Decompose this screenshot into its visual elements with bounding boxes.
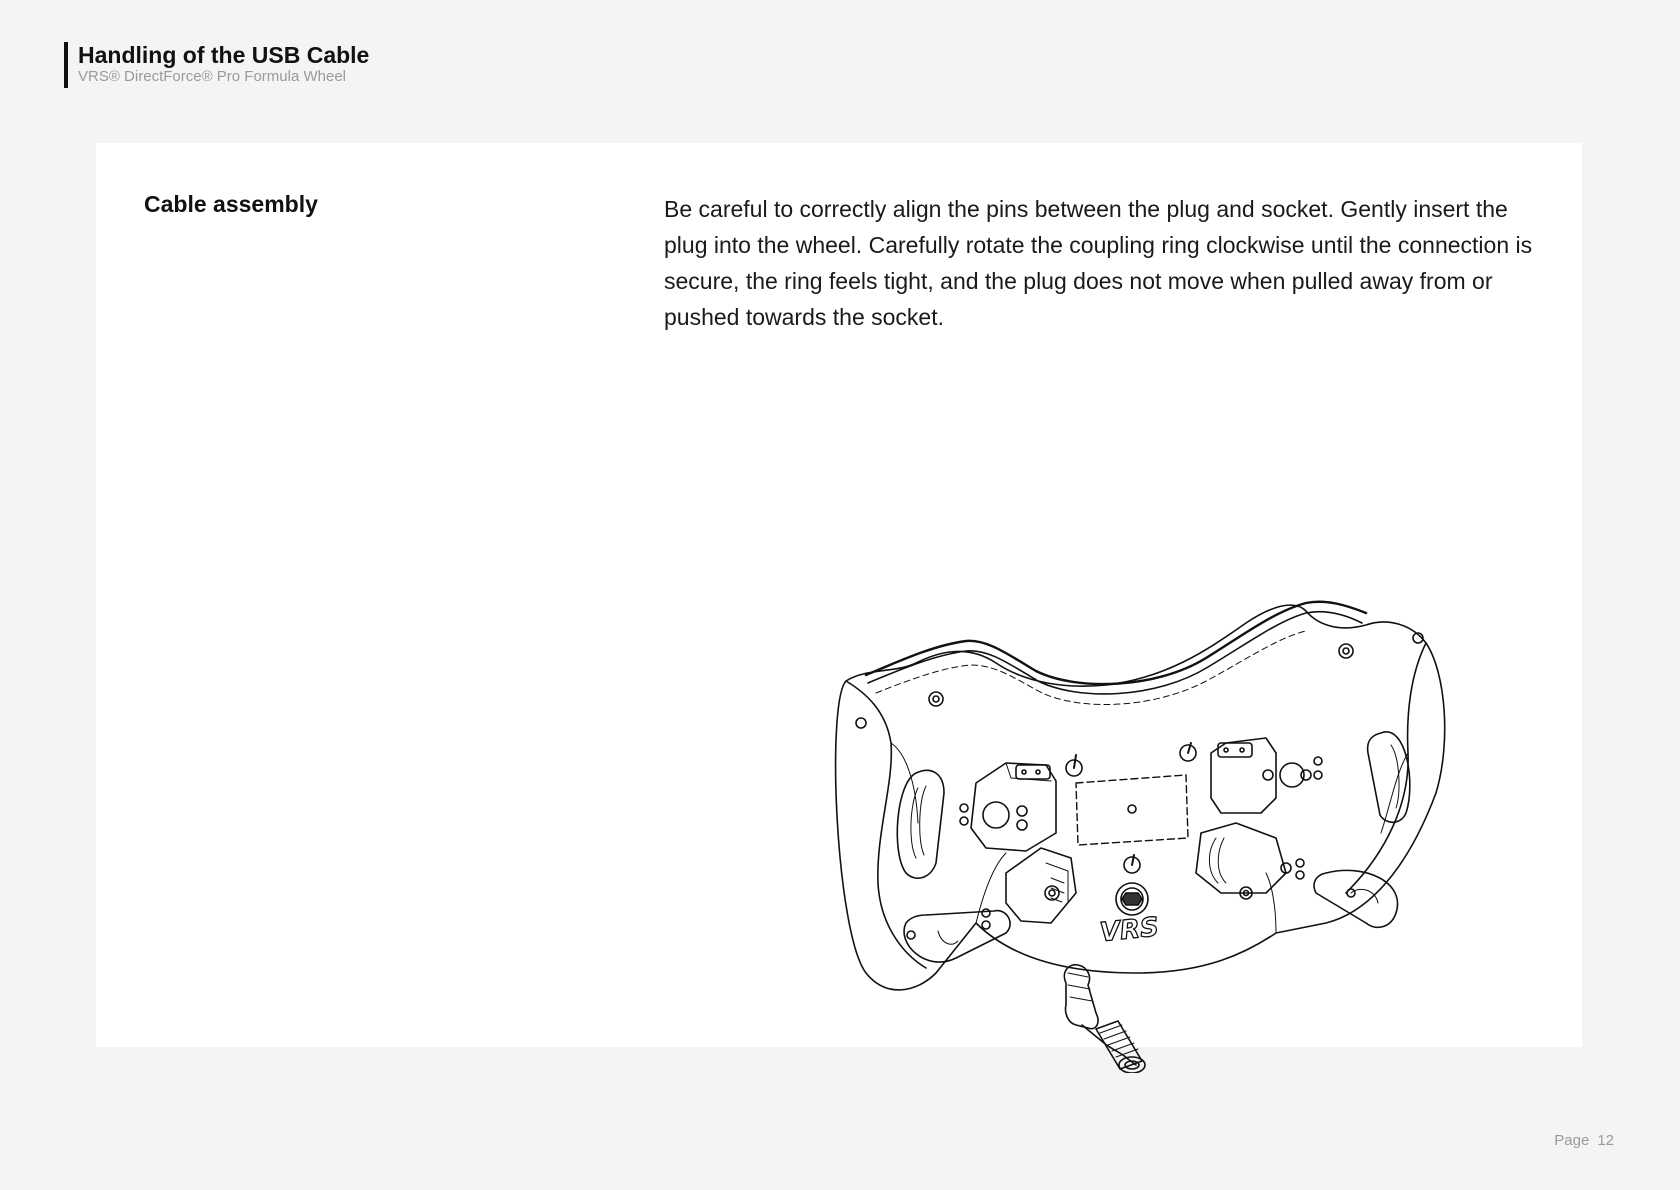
header-subtitle: VRS® DirectForce® Pro Formula Wheel <box>78 68 347 85</box>
page-number-value: 12 <box>1597 1132 1614 1149</box>
header-title: Handling of the USB Cable <box>78 42 370 68</box>
section-title: Cable assembly <box>144 191 318 217</box>
page-label: Page <box>1554 1132 1590 1149</box>
steering-wheel-usb-illustration <box>806 453 1486 1073</box>
page-header <box>64 42 369 88</box>
section-body-text: Be careful to correctly align the pins between the plug and socket. Gently insert the plug into the wheel. Carefully rotate the coupling ring clockwise until the connection is secure, the ring feels tight, and the plug does not move when pulled away from or pushed towards the socket. <box>664 196 1533 330</box>
page-number <box>1554 1132 1614 1149</box>
usb-plug-icon <box>1064 965 1145 1073</box>
content-card <box>96 143 1582 1047</box>
wheel-logo: VRS <box>1098 912 1161 949</box>
